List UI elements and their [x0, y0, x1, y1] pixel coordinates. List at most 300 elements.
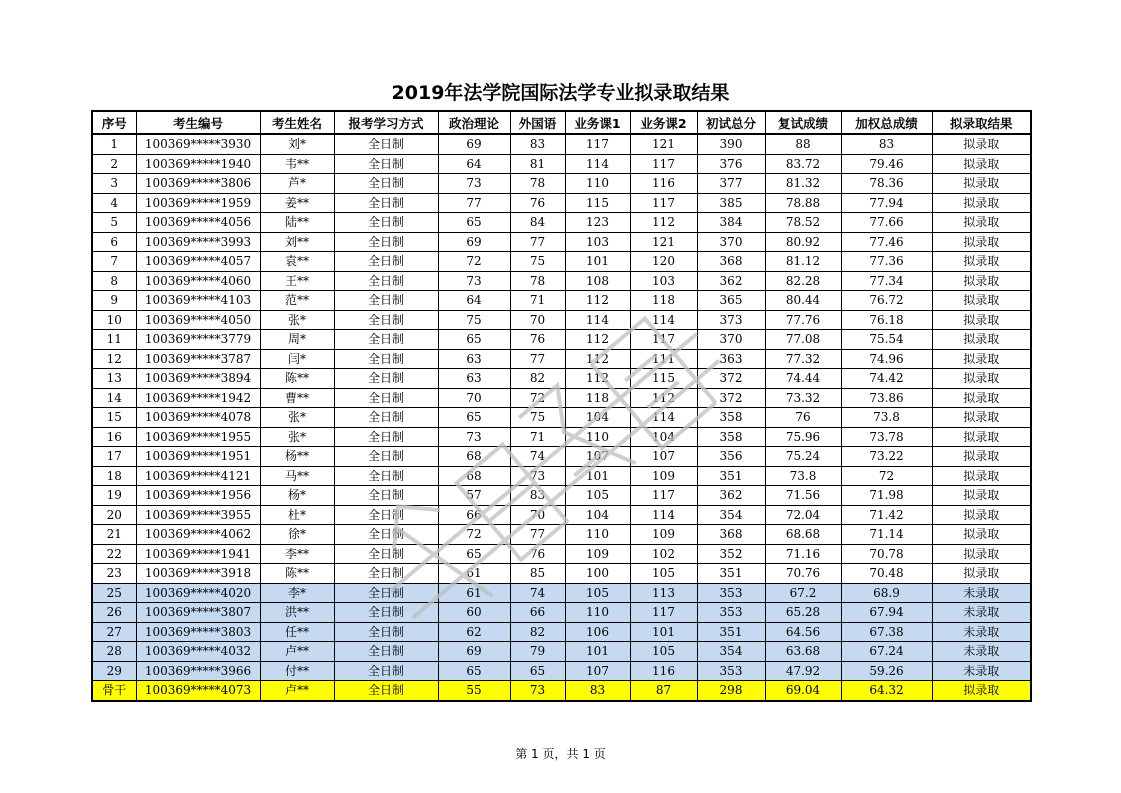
table-row	[92, 252, 1031, 272]
table-cell: 刘**	[260, 232, 334, 252]
table-cell: 22	[92, 544, 136, 564]
table-cell: 83	[565, 681, 630, 701]
table-cell: 17	[92, 447, 136, 467]
table-cell: 73	[510, 466, 565, 486]
table-cell: 72	[510, 388, 565, 408]
table-cell: 拟录取	[932, 174, 1031, 194]
table-cell: 112	[565, 330, 630, 350]
table-cell: 全日制	[334, 447, 438, 467]
table-cell: 74.96	[841, 349, 932, 369]
table-cell: 拟录取	[932, 310, 1031, 330]
table-cell: 76	[510, 330, 565, 350]
table-cell: 351	[697, 564, 765, 584]
table-cell: 365	[697, 291, 765, 311]
table-cell: 21	[92, 525, 136, 545]
table-cell: 60	[438, 603, 510, 623]
table-cell: 384	[697, 213, 765, 233]
table-cell: 全日制	[334, 271, 438, 291]
table-cell: 100369*****4073	[136, 681, 260, 701]
table-row	[92, 447, 1031, 467]
table-cell: 78	[510, 174, 565, 194]
table-cell: 70	[510, 310, 565, 330]
table-cell: 76.18	[841, 310, 932, 330]
table-cell: 107	[565, 661, 630, 681]
table-cell: 66	[510, 603, 565, 623]
table-cell: 79.46	[841, 154, 932, 174]
table-cell: 姜**	[260, 193, 334, 213]
table-cell: 112	[630, 213, 697, 233]
table-cell: 19	[92, 486, 136, 506]
table-cell: 100369*****3918	[136, 564, 260, 584]
table-cell: 68	[438, 466, 510, 486]
table-cell: 全日制	[334, 349, 438, 369]
table-cell: 77.32	[765, 349, 841, 369]
table-cell: 77.34	[841, 271, 932, 291]
table-cell: 116	[630, 661, 697, 681]
table-row	[92, 330, 1031, 350]
table-cell: 63	[438, 369, 510, 389]
table-cell: 85	[510, 564, 565, 584]
table-cell: 72	[438, 252, 510, 272]
table-cell: 108	[565, 271, 630, 291]
table-cell: 9	[92, 291, 136, 311]
table-cell: 全日制	[334, 603, 438, 623]
table-cell: 377	[697, 174, 765, 194]
table-cell: 洪**	[260, 603, 334, 623]
table-cell: 356	[697, 447, 765, 467]
table-cell: 71.98	[841, 486, 932, 506]
table-cell: 62	[438, 622, 510, 642]
table-cell: 全日制	[334, 388, 438, 408]
table-cell: 105	[565, 486, 630, 506]
table-cell: 2	[92, 154, 136, 174]
table-cell: 全日制	[334, 154, 438, 174]
table-cell: 75	[438, 310, 510, 330]
table-cell: 68	[438, 447, 510, 467]
table-cell: 拟录取	[932, 232, 1031, 252]
table-cell: 29	[92, 661, 136, 681]
table-cell: 73.8	[765, 466, 841, 486]
header-cell: 拟录取结果	[932, 111, 1031, 134]
table-cell: 123	[565, 213, 630, 233]
table-cell: 120	[630, 252, 697, 272]
table-cell: 刘*	[260, 134, 334, 154]
table-cell: 16	[92, 427, 136, 447]
table-cell: 全日制	[334, 642, 438, 662]
table-cell: 111	[630, 349, 697, 369]
table-cell: 59.26	[841, 661, 932, 681]
table-cell: 拟录取	[932, 544, 1031, 564]
table-cell: 全日制	[334, 213, 438, 233]
table-cell: 11	[92, 330, 136, 350]
table-cell: 陈**	[260, 369, 334, 389]
table-cell: 112	[565, 349, 630, 369]
table-cell: 78.36	[841, 174, 932, 194]
table-cell: 101	[630, 622, 697, 642]
table-cell: 70	[510, 505, 565, 525]
table-row	[92, 603, 1031, 623]
table-cell: 74	[510, 583, 565, 603]
table-cell: 100369*****3966	[136, 661, 260, 681]
table-cell: 拟录取	[932, 369, 1031, 389]
table-cell: 26	[92, 603, 136, 623]
table-cell: 353	[697, 583, 765, 603]
table-cell: 100	[565, 564, 630, 584]
table-row	[92, 369, 1031, 389]
table-cell: 14	[92, 388, 136, 408]
table-cell: 64	[438, 154, 510, 174]
table-cell: 全日制	[334, 193, 438, 213]
table-cell: 全日制	[334, 661, 438, 681]
table-cell: 362	[697, 271, 765, 291]
table-cell: 拟录取	[932, 427, 1031, 447]
table-cell: 64.32	[841, 681, 932, 701]
table-cell: 351	[697, 466, 765, 486]
table-cell: 拟录取	[932, 564, 1031, 584]
table-cell: 77	[510, 349, 565, 369]
table-cell: 117	[565, 134, 630, 154]
table-cell: 拟录取	[932, 252, 1031, 272]
table-cell: 100369*****1951	[136, 447, 260, 467]
table-row	[92, 466, 1031, 486]
table-cell: 77	[510, 232, 565, 252]
table-cell: 未录取	[932, 603, 1031, 623]
table-cell: 84	[510, 213, 565, 233]
table-cell: 28	[92, 642, 136, 662]
table-cell: 100369*****4078	[136, 408, 260, 428]
table-cell: 袁**	[260, 252, 334, 272]
table-cell: 106	[565, 622, 630, 642]
table-cell: 77.94	[841, 193, 932, 213]
table-cell: 王**	[260, 271, 334, 291]
table-cell: 全日制	[334, 681, 438, 701]
table-cell: 63	[438, 349, 510, 369]
table-cell: 65	[510, 661, 565, 681]
table-cell: 69	[438, 642, 510, 662]
table-cell: 18	[92, 466, 136, 486]
table-cell: 拟录取	[932, 193, 1031, 213]
table-cell: 76	[510, 193, 565, 213]
table-cell: 70.78	[841, 544, 932, 564]
header-cell: 考生编号	[136, 111, 260, 134]
table-cell: 曹**	[260, 388, 334, 408]
table-cell: 298	[697, 681, 765, 701]
table-cell: 拟录取	[932, 525, 1031, 545]
table-row	[92, 505, 1031, 525]
table-cell: 78	[510, 271, 565, 291]
table-cell: 全日制	[334, 427, 438, 447]
table-cell: 115	[630, 369, 697, 389]
table-cell: 拟录取	[932, 505, 1031, 525]
table-cell: 112	[630, 388, 697, 408]
table-cell: 83	[510, 134, 565, 154]
table-cell: 115	[565, 193, 630, 213]
table-cell: 101	[565, 252, 630, 272]
table-cell: 77.66	[841, 213, 932, 233]
table-cell: 102	[630, 544, 697, 564]
table-cell: 马**	[260, 466, 334, 486]
table-row	[92, 291, 1031, 311]
table-cell: 73.86	[841, 388, 932, 408]
table-cell: 104	[565, 505, 630, 525]
table-cell: 354	[697, 505, 765, 525]
page-footer: 第 1 页，共 1 页	[515, 747, 606, 761]
table-cell: 63.68	[765, 642, 841, 662]
table-row	[92, 213, 1031, 233]
table-cell: 77	[510, 525, 565, 545]
table-cell: 83	[510, 486, 565, 506]
table-cell: 张*	[260, 408, 334, 428]
table-cell: 107	[630, 447, 697, 467]
header-cell: 序号	[92, 111, 136, 134]
table-cell: 82	[510, 369, 565, 389]
table-cell: 全日制	[334, 134, 438, 154]
table-cell: 100369*****3955	[136, 505, 260, 525]
table-cell: 363	[697, 349, 765, 369]
table-cell: 78.88	[765, 193, 841, 213]
table-cell: 118	[630, 291, 697, 311]
table-cell: 全日制	[334, 544, 438, 564]
table-cell: 张*	[260, 427, 334, 447]
table-cell: 全日制	[334, 252, 438, 272]
table-cell: 100369*****1940	[136, 154, 260, 174]
table-cell: 47.92	[765, 661, 841, 681]
table-cell: 88	[765, 134, 841, 154]
table-cell: 64.56	[765, 622, 841, 642]
table-cell: 100369*****4020	[136, 583, 260, 603]
table-cell: 全日制	[334, 310, 438, 330]
results-table	[91, 110, 1032, 702]
table-cell: 80.44	[765, 291, 841, 311]
table-cell: 全日制	[334, 466, 438, 486]
table-cell: 100369*****3779	[136, 330, 260, 350]
table-cell: 6	[92, 232, 136, 252]
table-row	[92, 427, 1031, 447]
table-cell: 105	[565, 583, 630, 603]
table-cell: 全日制	[334, 408, 438, 428]
table-cell: 79	[510, 642, 565, 662]
table-cell: 358	[697, 408, 765, 428]
table-cell: 71.42	[841, 505, 932, 525]
table-cell: 385	[697, 193, 765, 213]
table-cell: 100369*****3993	[136, 232, 260, 252]
table-cell: 20	[92, 505, 136, 525]
table-cell: 73.32	[765, 388, 841, 408]
table-cell: 74.42	[841, 369, 932, 389]
table-cell: 69	[438, 134, 510, 154]
table-cell: 100369*****3803	[136, 622, 260, 642]
table-row	[92, 642, 1031, 662]
table-cell: 372	[697, 388, 765, 408]
table-cell: 116	[630, 174, 697, 194]
table-cell: 105	[630, 564, 697, 584]
table-cell: 100369*****1956	[136, 486, 260, 506]
table-cell: 闫*	[260, 349, 334, 369]
table-row	[92, 271, 1031, 291]
table-cell: 张*	[260, 310, 334, 330]
table-cell: 65	[438, 544, 510, 564]
table-cell: 100369*****4121	[136, 466, 260, 486]
header-cell: 报考学习方式	[334, 111, 438, 134]
table-cell: 109	[630, 525, 697, 545]
table-cell: 拟录取	[932, 271, 1031, 291]
table-cell: 390	[697, 134, 765, 154]
table-cell: 121	[630, 134, 697, 154]
table-cell: 362	[697, 486, 765, 506]
table-row	[92, 349, 1031, 369]
table-cell: 全日制	[334, 525, 438, 545]
table-cell: 12	[92, 349, 136, 369]
table-cell: 121	[630, 232, 697, 252]
table-cell: 358	[697, 427, 765, 447]
table-cell: 未录取	[932, 661, 1031, 681]
table-cell: 117	[630, 603, 697, 623]
table-cell: 卢**	[260, 642, 334, 662]
table-cell: 65.28	[765, 603, 841, 623]
table-row	[92, 486, 1031, 506]
table-cell: 100369*****1941	[136, 544, 260, 564]
table-cell: 104	[565, 408, 630, 428]
table-cell: 13	[92, 369, 136, 389]
table-cell: 103	[565, 232, 630, 252]
table-cell: 112	[565, 291, 630, 311]
table-cell: 拟录取	[932, 486, 1031, 506]
table-cell: 69	[438, 232, 510, 252]
page-title: 2019年法学院国际法学专业拟录取结果	[391, 82, 730, 104]
table-cell: 76.72	[841, 291, 932, 311]
header-cell: 初试总分	[697, 111, 765, 134]
header-cell: 业务课2	[630, 111, 697, 134]
table-cell: 拟录取	[932, 466, 1031, 486]
table-cell: 23	[92, 564, 136, 584]
table-cell: 70	[438, 388, 510, 408]
table-cell: 64	[438, 291, 510, 311]
table-cell: 376	[697, 154, 765, 174]
table-cell: 3	[92, 174, 136, 194]
table-cell: 373	[697, 310, 765, 330]
table-cell: 全日制	[334, 369, 438, 389]
table-cell: 68.9	[841, 583, 932, 603]
table-cell: 杜*	[260, 505, 334, 525]
table-cell: 100369*****3894	[136, 369, 260, 389]
table-cell: 73.22	[841, 447, 932, 467]
table-cell: 354	[697, 642, 765, 662]
table-cell: 杨**	[260, 447, 334, 467]
table-cell: 105	[630, 642, 697, 662]
table-cell: 拟录取	[932, 213, 1031, 233]
table-cell: 未录取	[932, 583, 1031, 603]
table-cell: 10	[92, 310, 136, 330]
table-cell: 陆**	[260, 213, 334, 233]
table-cell: 73.8	[841, 408, 932, 428]
table-cell: 109	[565, 544, 630, 564]
table-cell: 75	[510, 408, 565, 428]
table-cell: 71	[510, 427, 565, 447]
table-cell: 66	[438, 505, 510, 525]
table-cell: 372	[697, 369, 765, 389]
table-row	[92, 583, 1031, 603]
table-cell: 100369*****4057	[136, 252, 260, 272]
table-cell: 李*	[260, 583, 334, 603]
table-cell: 87	[630, 681, 697, 701]
table-cell: 72	[438, 525, 510, 545]
header-cell: 加权总成绩	[841, 111, 932, 134]
table-cell: 75	[510, 252, 565, 272]
table-cell: 352	[697, 544, 765, 564]
table-cell: 任**	[260, 622, 334, 642]
table-cell: 74.44	[765, 369, 841, 389]
table-cell: 7	[92, 252, 136, 272]
table-cell: 骨干	[92, 681, 136, 701]
table-cell: 351	[697, 622, 765, 642]
table-cell: 范**	[260, 291, 334, 311]
table-cell: 15	[92, 408, 136, 428]
table-cell: 100369*****4103	[136, 291, 260, 311]
table-cell: 81.12	[765, 252, 841, 272]
table-cell: 100369*****3787	[136, 349, 260, 369]
table-cell: 全日制	[334, 505, 438, 525]
table-cell: 118	[565, 388, 630, 408]
table-cell: 370	[697, 330, 765, 350]
table-cell: 67.94	[841, 603, 932, 623]
table-cell: 55	[438, 681, 510, 701]
table-cell: 65	[438, 213, 510, 233]
table-cell: 107	[565, 447, 630, 467]
table-cell: 李**	[260, 544, 334, 564]
table-cell: 71.14	[841, 525, 932, 545]
table-cell: 100369*****4062	[136, 525, 260, 545]
table-cell: 78.52	[765, 213, 841, 233]
table-cell: 拟录取	[932, 291, 1031, 311]
table-cell: 110	[565, 427, 630, 447]
table-cell: 65	[438, 330, 510, 350]
header-cell: 复试成绩	[765, 111, 841, 134]
header-cell: 政治理论	[438, 111, 510, 134]
table-cell: 68.68	[765, 525, 841, 545]
table-cell: 75.96	[765, 427, 841, 447]
table-cell: 110	[565, 525, 630, 545]
table-row	[92, 174, 1031, 194]
table-cell: 112	[565, 369, 630, 389]
table-cell: 69.04	[765, 681, 841, 701]
table-cell: 101	[565, 466, 630, 486]
table-cell: 全日制	[334, 291, 438, 311]
table-cell: 81.32	[765, 174, 841, 194]
table-cell: 70.48	[841, 564, 932, 584]
table-cell: 100369*****3806	[136, 174, 260, 194]
table-cell: 117	[630, 486, 697, 506]
header-cell: 考生姓名	[260, 111, 334, 134]
table-cell: 拟录取	[932, 447, 1031, 467]
table-cell: 27	[92, 622, 136, 642]
header-cell: 外国语	[510, 111, 565, 134]
table-cell: 368	[697, 525, 765, 545]
table-cell: 370	[697, 232, 765, 252]
table-cell: 100369*****1955	[136, 427, 260, 447]
table-cell: 77.36	[841, 252, 932, 272]
table-cell: 拟录取	[932, 408, 1031, 428]
table-cell: 芦*	[260, 174, 334, 194]
table-cell: 71.16	[765, 544, 841, 564]
header-cell: 业务课1	[565, 111, 630, 134]
table-row	[92, 661, 1031, 681]
table-cell: 100369*****3930	[136, 134, 260, 154]
table-cell: 73.78	[841, 427, 932, 447]
table-cell: 陈**	[260, 564, 334, 584]
table-row	[92, 134, 1031, 154]
table-cell: 拟录取	[932, 349, 1031, 369]
table-cell: 77.08	[765, 330, 841, 350]
